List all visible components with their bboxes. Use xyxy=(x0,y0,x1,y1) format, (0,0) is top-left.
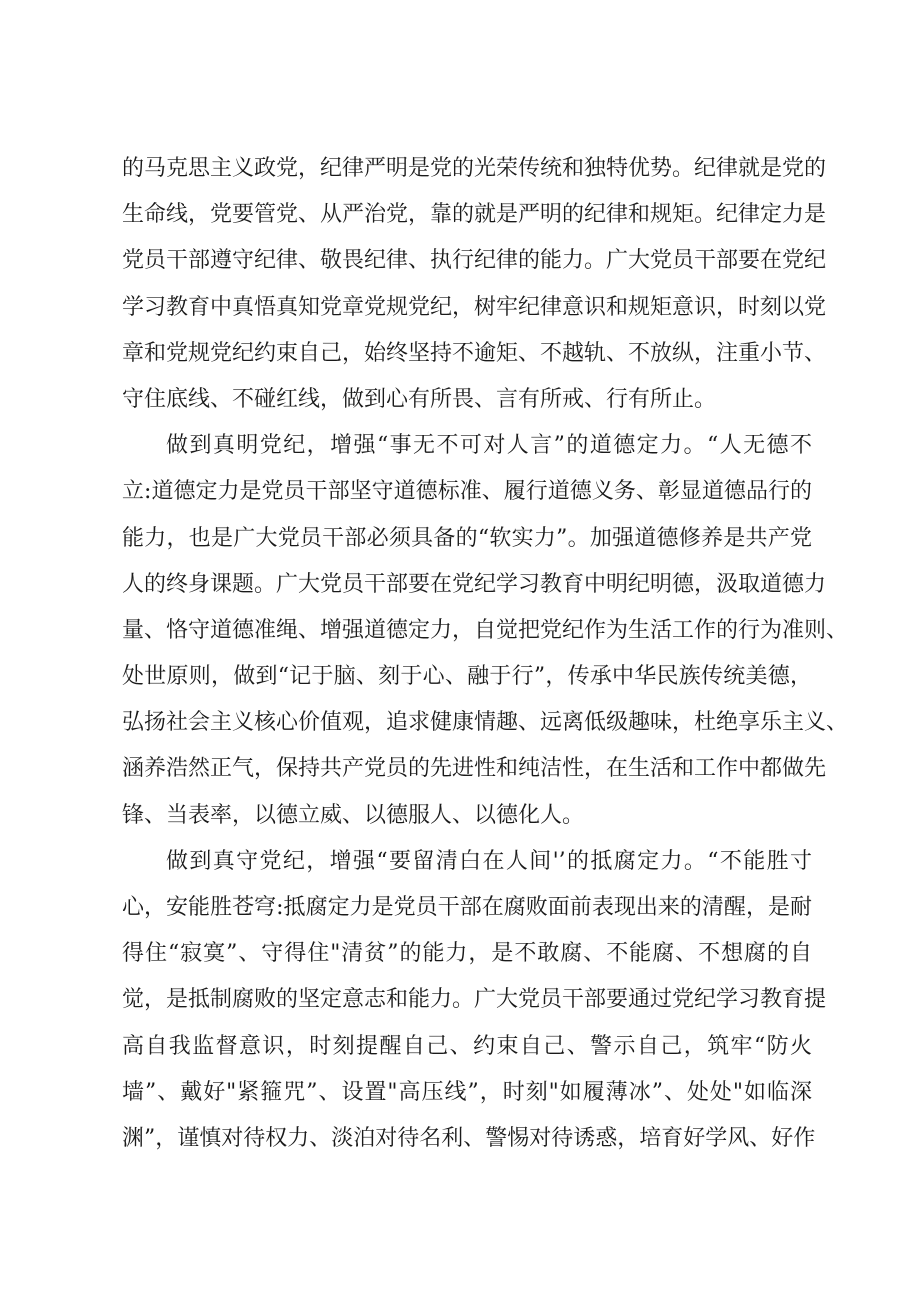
text-line: 学习教育中真悟真知党章党规党纪，树牢纪律意识和规矩意识，时刻以党 xyxy=(122,294,827,320)
text-line: 得住“寂寞”、守得住"清贫”的能力，是不敢腐、不能腐、不想腐的自 xyxy=(122,941,812,967)
text-line: 党员干部遵守纪律、敬畏纪律、执行纪律的能力。广大党员干部要在党纪 xyxy=(122,248,827,274)
text-line: 的马克思主义政党，纪律严明是党的光荣传统和独特优势。纪律就是党的 xyxy=(122,156,827,181)
paragraph-1 xyxy=(122,146,827,423)
text-line: 立:道德定力是党员干部坚守道德标准、履行道德义务、彰显道德品行的 xyxy=(122,479,812,505)
text-line: 做到真明党纪，增强“事无不可对人言”的道德定力。“人无德不 xyxy=(166,433,812,459)
text-line: 处世原则，做到“记于脑、刻于心、融于行”，传承中华民族传统美德， xyxy=(122,664,812,690)
text-line: 章和党规党纪约束自己，始终坚持不逾矩、不越轨、不放纵，注重小节、 xyxy=(122,340,827,366)
text-line: 锋、当表率，以德立威、以德服人、以德化人。 xyxy=(122,802,585,828)
text-line: 高自我监督意识，时刻提醒自己、约束自己、警示自己，筑牢“防火 xyxy=(122,1033,812,1059)
text-line: 人的终身课题。广大党员干部要在党纪学习教育中明纪明德，汲取道德力 xyxy=(122,571,827,597)
text-line: 做到真守党纪，增强“要留清白在人间'’的抵腐定力。“不能胜寸 xyxy=(166,848,812,874)
paragraph-2 xyxy=(122,423,849,839)
text-line: 生命线，党要管党、从严治党，靠的就是严明的纪律和规矩。纪律定力是 xyxy=(122,202,827,228)
text-line: 量、恪守道德准绳、增强道德定力，自觉把党纪作为生活工作的行为准则、 xyxy=(122,617,849,643)
text-line: 守住底线、不碰红线，做到心有所畏、言有所戒、行有所止。 xyxy=(122,386,717,412)
text-line: 心，安能胜苍穹:抵腐定力是党员干部在腐败面前表现出来的清醒，是耐 xyxy=(122,895,812,920)
text-line: 渊”，谨慎对待权力、淡泊对待名利、警惕对待诱惑，培育好学风、好作 xyxy=(122,1125,816,1151)
text-line: 墙”、戴好"紧箍咒”、设置"高压线”，时刻"如履薄冰”、处处"如临深 xyxy=(122,1079,812,1105)
text-line: 涵养浩然正气，保持共产党员的先进性和纯洁性，在生活和工作中都做先 xyxy=(122,756,827,782)
text-line: 能力，也是广大党员干部必须具备的“软实力”。加强道德修养是共产党 xyxy=(122,525,812,551)
paragraph-3 xyxy=(122,839,827,1162)
text-line: 觉，是抵制腐败的坚定意志和能力。广大党员干部要通过党纪学习教育提 xyxy=(122,987,827,1013)
text-line: 弘扬社会主义核心价值观，追求健康情趣、远离低级趣味，杜绝享乐主义、 xyxy=(122,710,849,736)
document-body xyxy=(122,146,849,1162)
